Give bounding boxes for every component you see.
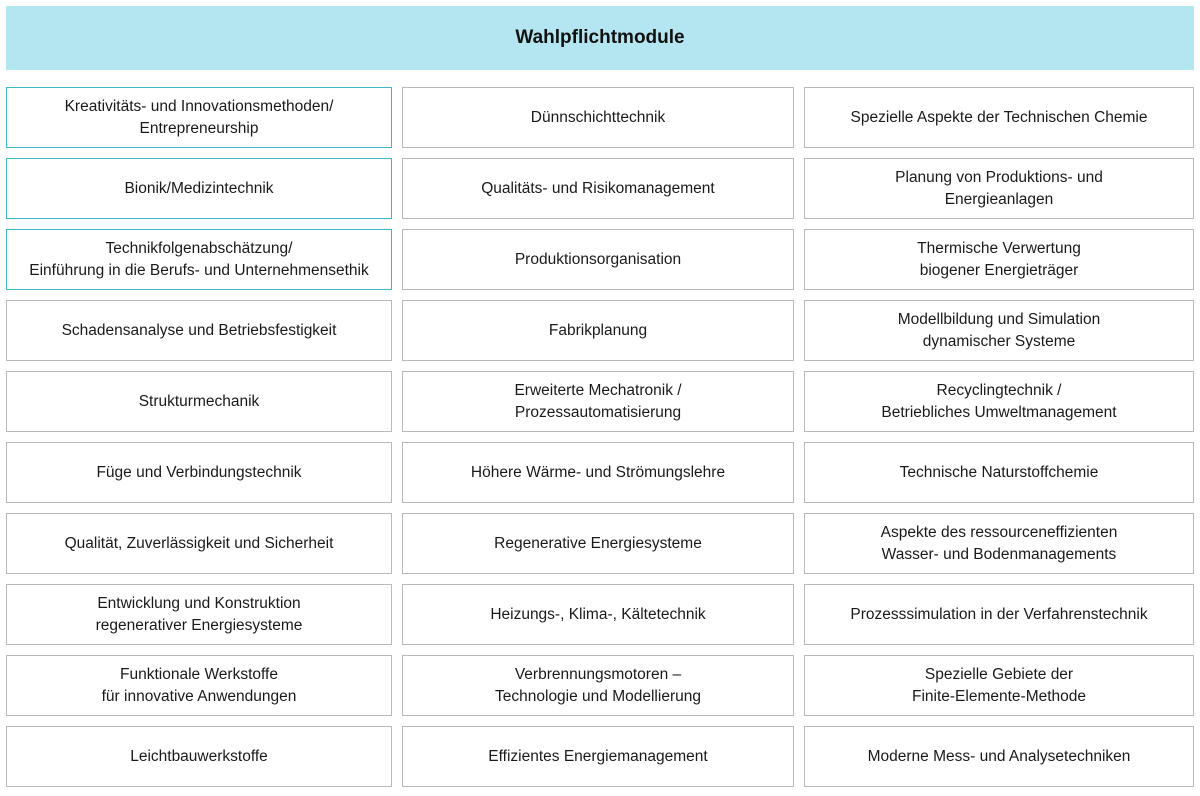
module-cell: Aspekte des ressourceneffizienten Wasser- und Bodenmanagements [804,513,1194,574]
module-cell: Füge und Verbindungstechnik [6,442,392,503]
module-cell: Technikfolgenabschätzung/ Einführung in die Berufs- und Unternehmensethik [6,229,392,290]
module-cell: Leichtbauwerkstoffe [6,726,392,787]
module-cell: Strukturmechanik [6,371,392,432]
module-cell: Heizungs-, Klima-, Kältetechnik [402,584,794,645]
module-cell: Höhere Wärme- und Strömungslehre [402,442,794,503]
module-cell: Erweiterte Mechatronik / Prozessautomatisierung [402,371,794,432]
module-cell: Thermische Verwertung biogener Energieträger [804,229,1194,290]
module-cell: Qualität, Zuverlässigkeit und Sicherheit [6,513,392,574]
module-cell: Dünnschichttechnik [402,87,794,148]
module-cell: Technische Naturstoffchemie [804,442,1194,503]
module-cell: Spezielle Gebiete der Finite-Elemente-Methode [804,655,1194,716]
module-cell: Schadensanalyse und Betriebsfestigkeit [6,300,392,361]
module-cell: Prozesssimulation in der Verfahrenstechnik [804,584,1194,645]
module-cell: Moderne Mess- und Analysetechniken [804,726,1194,787]
module-cell: Effizientes Energiemanagement [402,726,794,787]
table-header [6,6,1194,70]
module-cell: Funktionale Werkstoffe für innovative Anwendungen [6,655,392,716]
module-cell: Bionik/Medizintechnik [6,158,392,219]
module-cell: Fabrikplanung [402,300,794,361]
module-cell: Entwicklung und Konstruktion regenerativer Energiesysteme [6,584,392,645]
module-cell: Verbrennungsmotoren – Technologie und Modellierung [402,655,794,716]
module-cell: Planung von Produktions- und Energieanlagen [804,158,1194,219]
module-cell: Qualitäts- und Risikomanagement [402,158,794,219]
module-cell: Recyclingtechnik / Betriebliches Umweltmanagement [804,371,1194,432]
module-cell: Spezielle Aspekte der Technischen Chemie [804,87,1194,148]
module-cell: Regenerative Energiesysteme [402,513,794,574]
module-cell: Modellbildung und Simulation dynamischer Systeme [804,300,1194,361]
module-grid [6,87,1194,787]
module-cell: Produktionsorganisation [402,229,794,290]
module-cell: Kreativitäts- und Innovationsmethoden/ Entrepreneurship [6,87,392,148]
page-title: Wahlpflichtmodule [515,27,685,48]
